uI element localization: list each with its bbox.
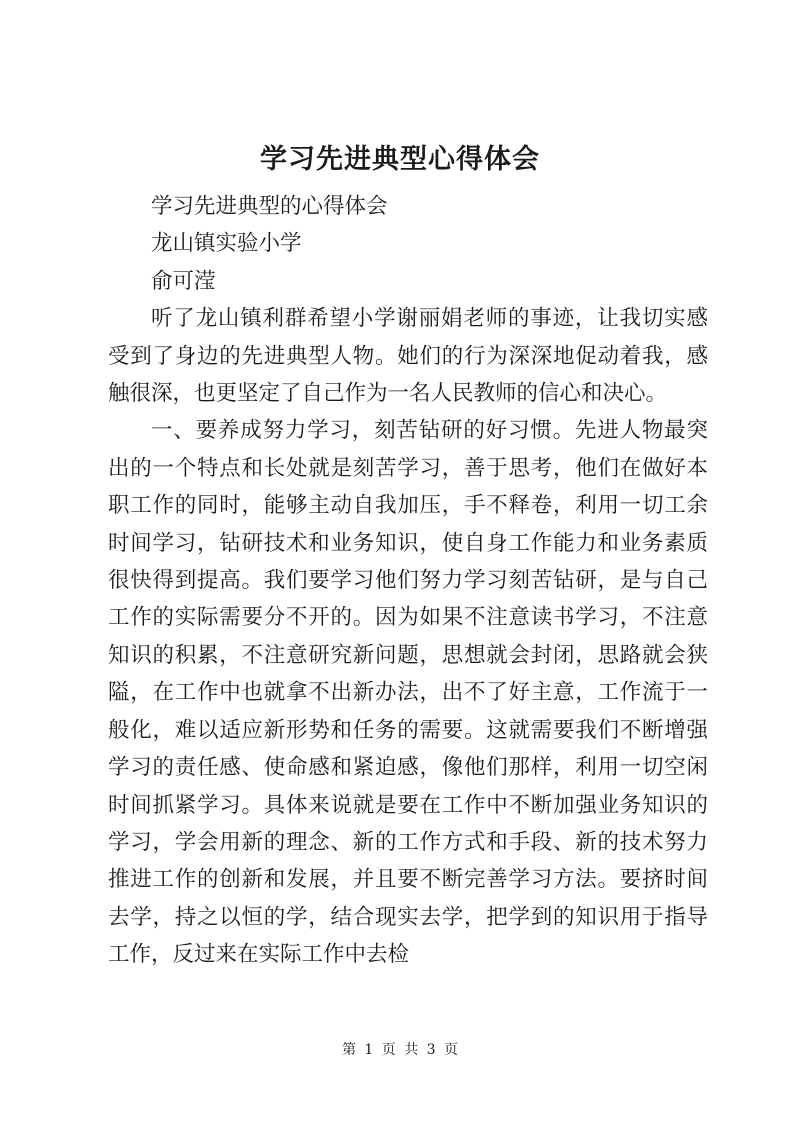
page-footer: 第 1 页 共 3 页 (341, 1042, 459, 1058)
document-body (108, 188, 708, 974)
intro-paragraph: 听了龙山镇利群希望小学谢丽娟老师的事迹，让我切实感受到了身边的先进典型人物。她们的行为深深地促动着我，感触很深，也更坚定了自己作为一名人民教师的信心和决心。 (108, 306, 708, 407)
subtitle-paragraph: 学习先进典型的心得体会 (151, 194, 388, 219)
section-one-paragraph: 一、要养成努力学习，刻苦钻研的好习惯。先进人物最突出的一个特点和长处就是刻苦学习，善于思考，他们在做好本职工作的同时，能够主动自我加压，手不释卷，利用一切工余时间学习，钻研技术和业务知识，使自身工作能力和业务素质很快得到提高。我们要学习他们努力学习刻苦钻研，是与自己工作的实际需要分不开的。因为如果不注意读书学习，不注意知识的积累，不注意研究新问题，思想就会封闭，思路就会狭隘，在工作中也就拿不出新办法，出不了好主意，工作流于一般化，难以适应新形势和任务的需要。这就需要我们不断增强学习的责任感、使命感和紧迫感，像他们那样，利用一切空闲时间抓紧学习。具体来说就是要在工作中不断加强业务知识的学习，学会用新的理念、新的工作方式和手段、新的技术努力推进工作的创新和发展，并且要不断完善学习方法。要挤时间去学，持之以恒的学，结合现实去学，把学到的知识用于指导工作，反过来在实际工作中去检 (108, 418, 708, 968)
document-title: 学习先进典型心得体会 (260, 144, 540, 175)
school-name-paragraph: 龙山镇实验小学 (151, 231, 302, 257)
author-paragraph: 俞可滢 (151, 268, 216, 294)
